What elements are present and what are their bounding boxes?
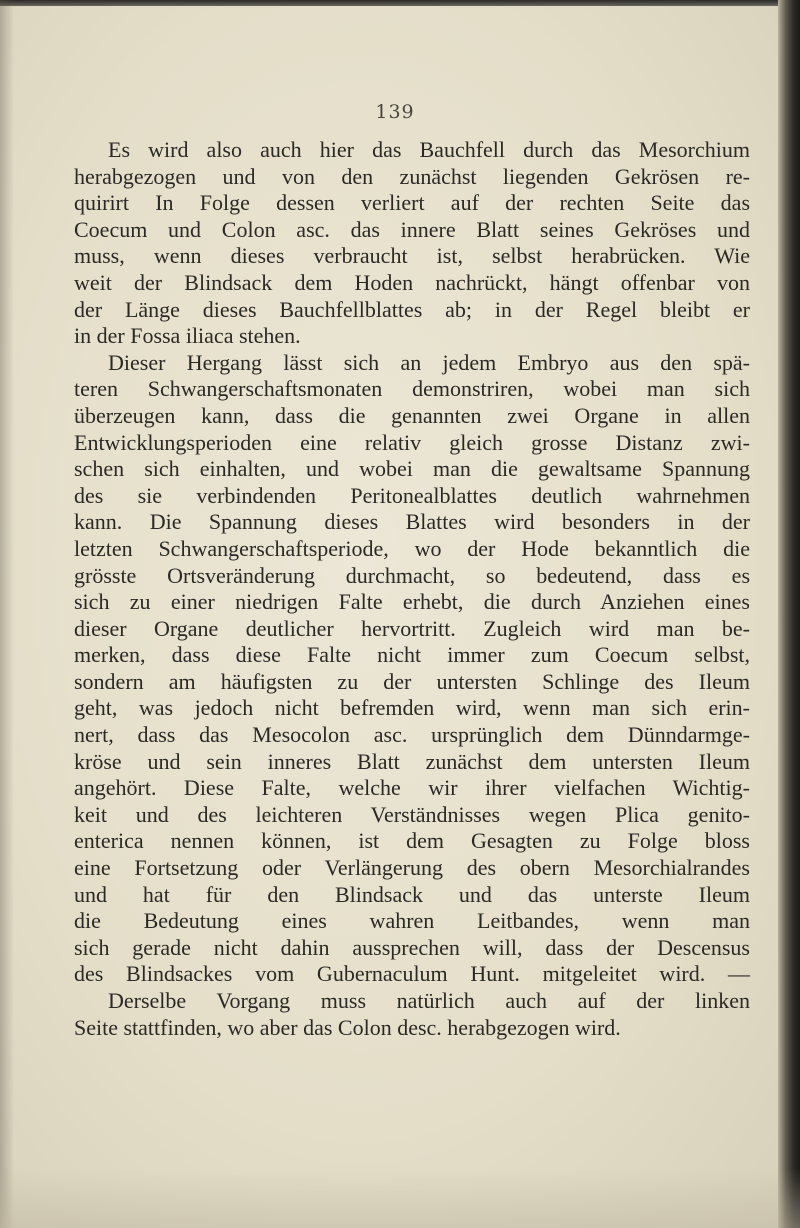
body-text	[74, 137, 750, 1041]
text-line: sondern am häufigsten zu der untersten Schlinge des Ileum	[74, 668, 750, 694]
text-line: des sie verbindenden Peritonealblattes deutlich wahrnehmen	[74, 482, 750, 508]
text-line: nert, dass das Mesocolon asc. ursprünglich dem Dünndarmge-	[74, 722, 750, 748]
book-binding-edge	[778, 0, 800, 1228]
text-line: des Blindsackes vom Gubernaculum Hunt. mitgeleitet wird. —	[74, 961, 750, 987]
text-line: grösste Ortsveränderung durchmacht, so bedeutend, dass es	[74, 562, 750, 588]
text-line: herabgezogen und von den zunächst liegenden Gekrösen re-	[74, 163, 750, 189]
text-line: keit und des leichteren Verständnisses wegen Plica genito-	[74, 801, 750, 827]
text-line: angehört. Diese Falte, welche wir ihrer vielfachen Wichtig-	[74, 775, 750, 801]
text-line: sich gerade nicht dahin aussprechen will, dass der Descensus	[74, 934, 750, 960]
text-line: Derselbe Vorgang muss natürlich auch auf der linken	[108, 988, 750, 1013]
text-line: der Länge dieses Bauchfellblattes ab; in der Regel bleibt er	[74, 296, 750, 322]
page-top-edge	[0, 0, 800, 6]
page-bottom-shading	[0, 1168, 800, 1228]
text-line: kröse und sein inneres Blatt zunächst dem untersten Ileum	[74, 748, 750, 774]
text-line: merken, dass diese Falte nicht immer zum Coecum selbst,	[74, 642, 750, 668]
text-line: weit der Blindsack dem Hoden nachrückt, hängt offenbar von	[74, 269, 750, 295]
text-line: sich zu einer niedrigen Falte erhebt, die durch Anziehen eines	[74, 589, 750, 615]
text-line: Coecum und Colon asc. das innere Blatt seines Gekröses und	[74, 216, 750, 242]
text-line: und hat für den Blindsack und das unterste Ileum	[74, 881, 750, 907]
text-line: geht, was jedoch nicht befremden wird, wenn man sich erin-	[74, 695, 750, 721]
text-line: die Bedeutung eines wahren Leitbandes, wenn man	[74, 908, 750, 934]
text-line: Dieser Hergang lässt sich an jedem Embryo aus den spä-	[108, 349, 750, 375]
text-line: schen sich einhalten, und wobei man die gewaltsame Spannung	[74, 456, 750, 482]
text-line: muss, wenn dieses verbraucht ist, selbst herabrücken. Wie	[74, 243, 750, 269]
text-line: kann. Die Spannung dieses Blattes wird besonders in der	[74, 509, 750, 535]
page-number: 139	[375, 101, 415, 123]
text-line: quirirt In Folge dessen verliert auf der rechten Seite das	[74, 190, 750, 216]
text-line: dieser Organe deutlicher hervortritt. Zugleich wird man be-	[74, 615, 750, 641]
text-line: eine Fortsetzung oder Verlängerung des obern Mesorchialrandes	[74, 855, 750, 881]
text-line: Seite stattfinden, wo aber das Colon desc. herabgezogen wird.	[74, 1014, 621, 1040]
text-line: überzeugen kann, dass die genannten zwei Organe in allen	[74, 402, 750, 428]
text-line: in der Fossa iliaca stehen.	[74, 323, 301, 349]
text-line: enterica nennen können, ist dem Gesagten zu Folge bloss	[74, 828, 750, 854]
text-line: Entwicklungsperioden eine relativ gleich grosse Distanz zwi-	[74, 429, 750, 455]
text-line: teren Schwangerschaftsmonaten demonstriren, wobei man sich	[74, 376, 750, 402]
text-line: letzten Schwangerschaftsperiode, wo der Hode bekanntlich die	[74, 535, 750, 561]
text-line: Es wird also auch hier das Bauchfell durch das Mesorchium	[108, 137, 750, 162]
page-left-shadow	[0, 0, 14, 1228]
